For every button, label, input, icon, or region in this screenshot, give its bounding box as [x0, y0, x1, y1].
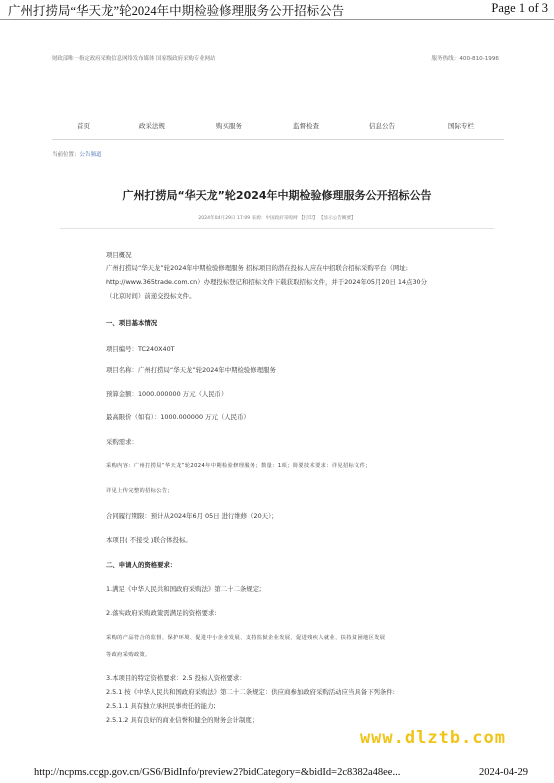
- project-name: 项目名称：广州打捞局“华天龙”轮2024年中期检验修理服务: [106, 366, 276, 374]
- breadcrumb-label: 当前位置：: [52, 152, 80, 158]
- site-slogan: 财政部唯一指定政府采购信息网络发布媒体 国家级政府采购专业网站: [52, 56, 216, 62]
- requirement-2-detail-1: 采购的产品符合的监督、保护环境、促进中小企业发展、支持监狱企业发展、促进残疾人就业、扶持贫困地区发展: [106, 635, 386, 641]
- requirement-2-detail-2: 等政府采购政策。: [106, 652, 151, 658]
- requirement-1: 1.满足《中华人民共和国政府采购法》第二十二条规定;: [106, 585, 262, 593]
- nav-item-purchase-services[interactable]: 购买服务: [216, 122, 242, 130]
- nav-item-international[interactable]: 国际专栏: [448, 122, 474, 130]
- demand-line-1: 采购内容：广州打捞局“华天龙”轮2024年中期检验修理服务；数量：1项；简要技术要求：详见招标文件；: [106, 463, 371, 469]
- requirement-2: 2.落实政府采购政策需满足的资格要求:: [106, 609, 217, 617]
- page-number: Page 1 of 3: [491, 1, 548, 15]
- budget-amount: 预算金额：1000.000000 万元（人民币）: [106, 390, 228, 398]
- header-divider: [0, 19, 554, 20]
- requirement-3: 3.本项目的特定资格要求：2.5 投标人资格要求：: [106, 674, 246, 682]
- print-header-title: 广州打捞局“华天龙”轮2024年中期检验修理服务公开招标公告: [8, 4, 345, 18]
- demand-label: 采购需求：: [106, 438, 138, 446]
- overview-heading: 项目概况: [106, 251, 132, 259]
- footer-url: http://ncpms.ccgp.gov.cn/GS6/BidInfo/preview2?bidCategory=&bidId=2c8382a48ee...: [34, 767, 401, 778]
- main-nav: [52, 121, 504, 135]
- meta-divider: [60, 228, 494, 229]
- footer-date: 2024-04-29: [479, 767, 528, 778]
- requirement-3-1-1: 2.5.1.1 具有独立承担民事责任的能力;: [106, 702, 216, 710]
- contract-period: 合同履行期限：预计从2024年6月 05日 进行维修（20天）；: [106, 512, 278, 520]
- breadcrumb-link-announcements[interactable]: 公告频道: [79, 152, 102, 158]
- nav-item-regulations[interactable]: 政采法规: [139, 122, 165, 130]
- overview-line-1: 广州打捞局“华天龙”轮2024年中期检验修理服务 招标项目的潜在投标人应在中招联合招标采购平台（网址:: [106, 264, 408, 272]
- service-hotline: 服务热线：400-810-1996: [431, 56, 499, 62]
- breadcrumb: [52, 150, 102, 158]
- requirement-3-1: 2.5.1 按《中华人民共和国政府采购法》第二十二条规定：供应商参加政府采购活动应当具备下列条件:: [106, 688, 395, 696]
- overview-line-3: （北京时间）前递交投标文件。: [106, 292, 196, 300]
- nav-item-home[interactable]: 首页: [77, 122, 90, 130]
- project-number: 项目编号：TC240X40T: [106, 345, 175, 353]
- watermark-text: www.dlztb.com: [359, 728, 506, 748]
- nav-item-supervision[interactable]: 监督检查: [293, 122, 319, 130]
- section-heading-basic-info: 一、项目基本情况: [106, 319, 158, 327]
- article-meta: 2024年04月29日 17:09 来源：中国政府采购网 【打印】 【显示公告概要】: [198, 216, 356, 221]
- section-heading-qualifications: 二、申请人的资格要求：: [106, 561, 177, 569]
- max-price: 最高限价（如有）：1000.000000 万元（人民币）: [106, 413, 250, 421]
- consortium-note: 本项目( 不接受 )联合体投标。: [106, 536, 192, 544]
- demand-line-2: 详见上传完整的招标公告；: [106, 488, 174, 494]
- overview-line-2: http://www.365trade.com.cn）办理投标登记和招标文件下载获取招标文件，并于2024年05月20日 14点30分: [106, 278, 427, 286]
- requirement-3-1-2: 2.5.1.2 具有良好的商业信誉和健全的财务会计制度；: [106, 716, 259, 724]
- nav-item-announcements[interactable]: 信息公告: [369, 122, 395, 130]
- article-title: 广州打捞局“华天龙”轮2024年中期检验修理服务公开招标公告: [122, 189, 432, 202]
- nav-divider: [52, 139, 504, 140]
